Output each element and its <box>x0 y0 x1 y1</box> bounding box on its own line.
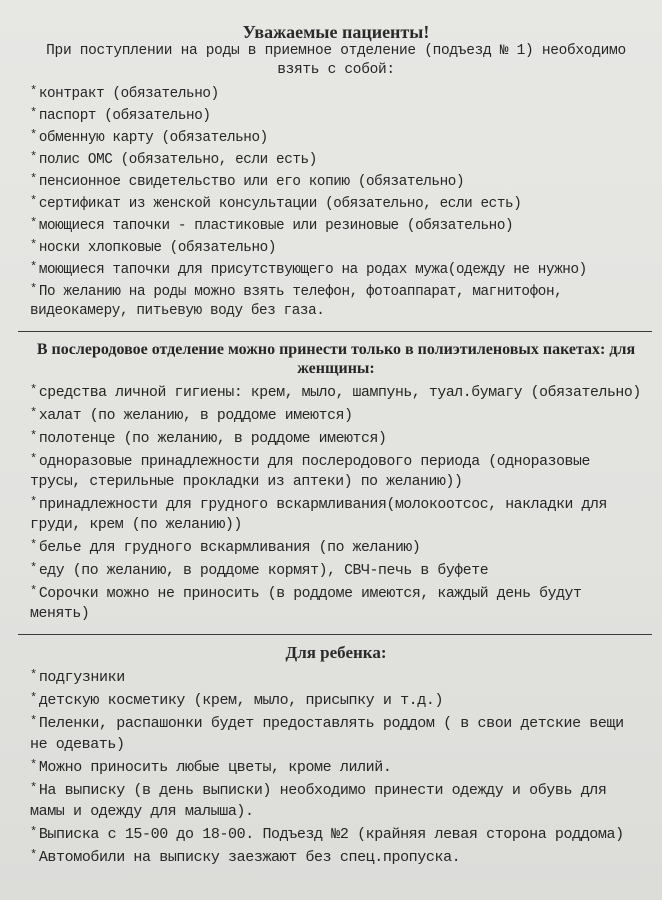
bullet-icon: * <box>30 216 37 230</box>
bullet-icon: * <box>30 128 37 142</box>
list-item: * моющиеся тапочки для присутствующего на родах мужа(одежду не нужно) <box>30 260 587 278</box>
list-item: * Можно приносить любые цветы, кроме лилий. <box>30 758 392 776</box>
postpartum-title: В послеродовое отделение можно принести только в полиэтиленовых пакетах: для женщины: <box>36 341 636 377</box>
bullet-icon: * <box>30 538 37 552</box>
bullet-icon: * <box>30 383 37 397</box>
list-item: * моющиеся тапочки - пластиковые или резиновые (обязательно) <box>30 216 514 234</box>
list-item: * Сорочки можно не приносить (в роддоме имеются, каждый день будут менять) <box>30 584 582 622</box>
list-item: * пенсионное свидетельство или его копию (обязательно) <box>30 172 465 190</box>
bullet-icon: * <box>30 84 37 98</box>
bullet-icon: * <box>30 238 37 252</box>
section-divider <box>18 331 652 332</box>
baby-list <box>30 665 642 868</box>
list-item: * сертификат из женской консультации (обязательно, если есть) <box>30 194 522 212</box>
list-item: * носки хлопковые (обязательно) <box>30 238 277 256</box>
bullet-icon: * <box>30 495 37 509</box>
bullet-icon: * <box>30 260 37 274</box>
bullet-icon: * <box>30 714 37 728</box>
bullet-icon: * <box>30 584 37 598</box>
list-item: * детскую косметику (крем, мыло, присыпку и т.д.) <box>30 691 444 709</box>
list-item: * средства личной гигиены: крем, мыло, шампунь, туал.бумагу (обязательно) <box>30 383 641 401</box>
bullet-icon: * <box>30 825 37 839</box>
list-item: * обменную карту (обязательно) <box>30 128 268 146</box>
list-item: * контракт (обязательно) <box>30 84 219 102</box>
bullet-icon: * <box>30 282 37 296</box>
baby-section <box>30 643 642 868</box>
list-item: * подгузники <box>30 668 125 686</box>
postpartum-list <box>30 380 642 624</box>
section-divider <box>18 634 652 635</box>
list-item: * Автомобили на выписку заезжают без спец.пропуска. <box>30 848 461 866</box>
list-item: * Выписка с 15-00 до 18-00. Подъезд №2 (крайняя левая сторона роддома) <box>30 825 624 843</box>
list-item: * полотенце (по желанию, в роддоме имеются) <box>30 429 387 447</box>
admission-intro: При поступлении на роды в приемное отделение (подъезд № 1) необходимо взять с собой: <box>46 43 626 78</box>
bullet-icon: * <box>30 172 37 186</box>
list-item: * По желанию на роды можно взять телефон, фотоаппарат, магнитофон, видеокамеру, питьевую воду без газа. <box>30 282 563 319</box>
bullet-icon: * <box>30 194 37 208</box>
bullet-icon: * <box>30 668 37 682</box>
postpartum-section <box>30 340 642 624</box>
bullet-icon: * <box>30 848 37 862</box>
list-item: * еду (по желанию, в роддоме кормят), СВЧ-печь в буфете <box>30 561 489 579</box>
list-item: * одноразовые принадлежности для послеродового периода (одноразовые трусы, стерильные прокладки из аптеки) по желанию)) <box>30 452 590 490</box>
bullet-icon: * <box>30 106 37 120</box>
list-item: * На выписку (в день выписки) необходимо принести одежду и обувь для мамы и одежду для малыша). <box>30 781 607 820</box>
bullet-icon: * <box>30 781 37 795</box>
list-item: * Пеленки, распашонки будет предоставлять роддом ( в свои детские вещи не одевать) <box>30 714 624 753</box>
list-item: * паспорт (обязательно) <box>30 106 211 124</box>
greeting-title: Уважаемые пациенты! <box>242 22 430 42</box>
bullet-icon: * <box>30 429 37 443</box>
baby-title: Для ребенка: <box>285 643 387 662</box>
list-item: * принадлежности для грудного вскармливания(молокоотсос, накладки для груди, крем (по желанию)) <box>30 495 607 533</box>
bullet-icon: * <box>30 150 37 164</box>
list-item: * халат (по желанию, в роддоме имеются) <box>30 406 353 424</box>
admission-section <box>30 22 642 321</box>
admission-list <box>30 82 642 321</box>
bullet-icon: * <box>30 406 37 420</box>
bullet-icon: * <box>30 561 37 575</box>
bullet-icon: * <box>30 691 37 705</box>
bullet-icon: * <box>30 452 37 466</box>
bullet-icon: * <box>30 758 37 772</box>
list-item: * белье для грудного вскармливания (по желанию) <box>30 538 421 556</box>
list-item: * полис ОМС (обязательно, если есть) <box>30 150 317 168</box>
